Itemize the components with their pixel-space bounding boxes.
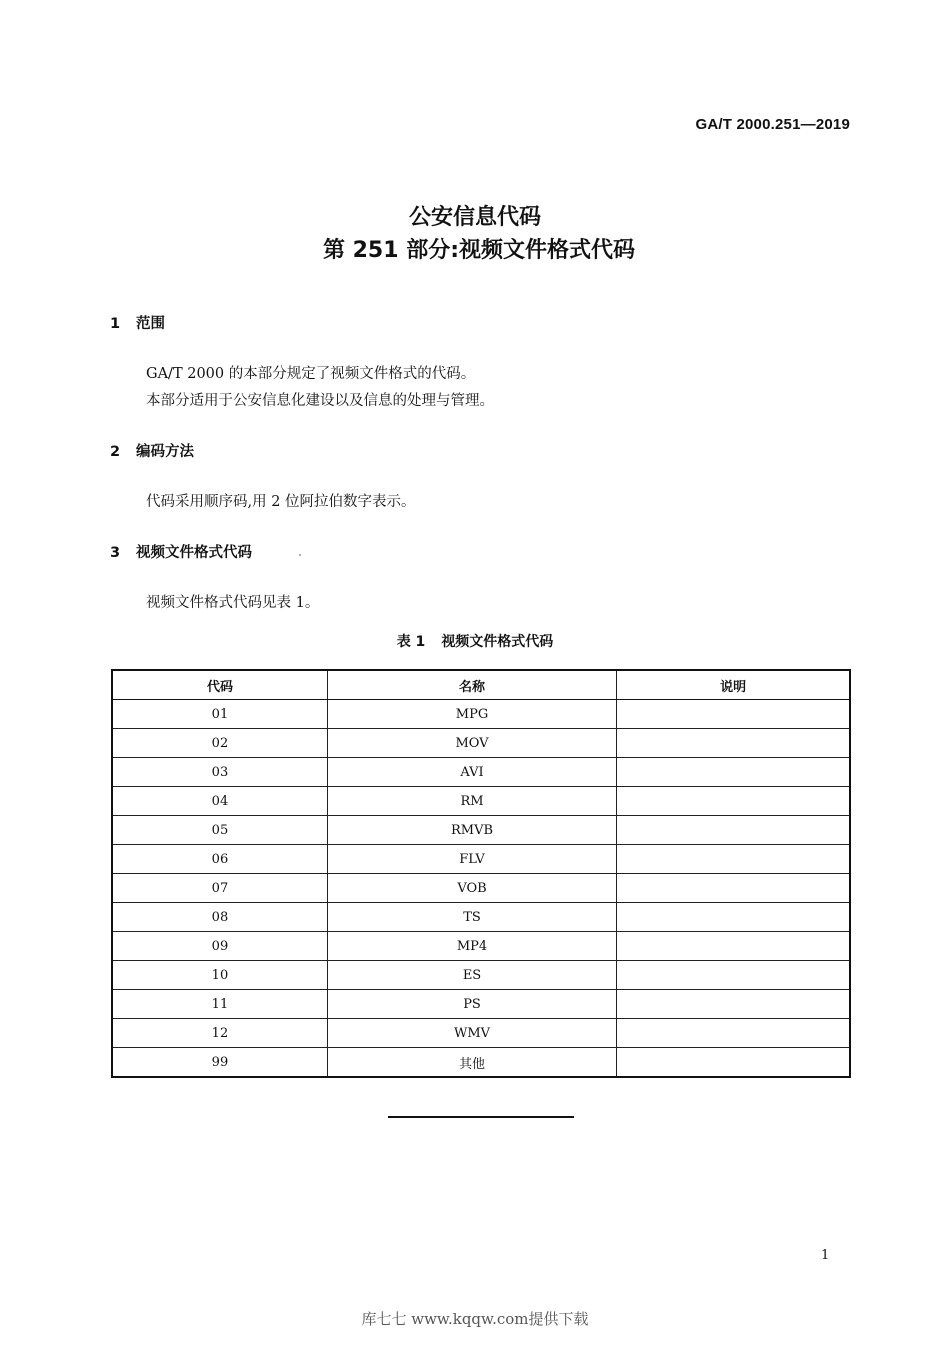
name-cell: PS bbox=[327, 990, 616, 1019]
code-cell: 02 bbox=[112, 729, 327, 758]
code-cell: 03 bbox=[112, 758, 327, 787]
scan-speck bbox=[299, 554, 301, 556]
section-number: 3 bbox=[110, 545, 121, 561]
name-cell: AVI bbox=[327, 758, 616, 787]
note-cell bbox=[617, 961, 850, 990]
name-cell: MOV bbox=[327, 729, 616, 758]
table-row bbox=[112, 700, 850, 729]
note-cell bbox=[617, 903, 850, 932]
section-title: 编码方法 bbox=[136, 444, 194, 460]
name-cell: TS bbox=[327, 903, 616, 932]
code-cell: 01 bbox=[112, 700, 327, 729]
note-cell bbox=[617, 787, 850, 816]
standard-code: GA/T 2000.251—2019 bbox=[695, 116, 850, 133]
table-caption-title: 视频文件格式代码 bbox=[441, 634, 554, 650]
section-number: 2 bbox=[110, 444, 121, 460]
note-cell bbox=[617, 758, 850, 787]
column-header-name: 名称 bbox=[327, 670, 616, 700]
table-row bbox=[112, 729, 850, 758]
code-cell: 10 bbox=[112, 961, 327, 990]
code-cell: 04 bbox=[112, 787, 327, 816]
table-row bbox=[112, 816, 850, 845]
table-header-row bbox=[112, 670, 850, 700]
format-codes-paragraph: 视频文件格式代码见表 1。 bbox=[146, 595, 320, 611]
note-cell bbox=[617, 729, 850, 758]
name-cell: RMVB bbox=[327, 816, 616, 845]
table-row bbox=[112, 758, 850, 787]
code-cell: 08 bbox=[112, 903, 327, 932]
note-cell bbox=[617, 1019, 850, 1048]
name-cell: WMV bbox=[327, 1019, 616, 1048]
code-cell: 11 bbox=[112, 990, 327, 1019]
note-cell bbox=[617, 700, 850, 729]
name-cell: 其他 bbox=[327, 1048, 616, 1078]
name-cell: FLV bbox=[327, 845, 616, 874]
code-cell: 99 bbox=[112, 1048, 327, 1078]
video-format-code-table bbox=[111, 669, 851, 1078]
name-cell: ES bbox=[327, 961, 616, 990]
note-cell bbox=[617, 845, 850, 874]
name-cell: RM bbox=[327, 787, 616, 816]
note-cell bbox=[617, 874, 850, 903]
page-number: 1 bbox=[821, 1248, 830, 1263]
table-row bbox=[112, 961, 850, 990]
table-row bbox=[112, 874, 850, 903]
note-cell bbox=[617, 816, 850, 845]
section-heading-coding-method bbox=[110, 440, 194, 461]
download-watermark: 库七七 www.kqqw.com提供下载 bbox=[361, 1310, 589, 1328]
column-header-note: 说明 bbox=[617, 670, 850, 700]
table-caption-number: 表 1 bbox=[396, 634, 426, 650]
section-title: 范围 bbox=[136, 316, 165, 332]
end-of-standard-rule bbox=[388, 1116, 574, 1118]
scope-paragraph-1: GA/T 2000 的本部分规定了视频文件格式的代码。 bbox=[146, 366, 476, 382]
section-heading-format-codes bbox=[110, 541, 252, 562]
note-cell bbox=[617, 932, 850, 961]
code-cell: 09 bbox=[112, 932, 327, 961]
table-row bbox=[112, 1019, 850, 1048]
table-row bbox=[112, 845, 850, 874]
section-title: 视频文件格式代码 bbox=[136, 545, 252, 561]
code-cell: 12 bbox=[112, 1019, 327, 1048]
document-title: 公安信息代码 bbox=[408, 205, 541, 230]
name-cell: VOB bbox=[327, 874, 616, 903]
table-row bbox=[112, 990, 850, 1019]
note-cell bbox=[617, 1048, 850, 1078]
scope-paragraph-2: 本部分适用于公安信息化建设以及信息的处理与管理。 bbox=[146, 393, 494, 409]
name-cell: MPG bbox=[327, 700, 616, 729]
code-cell: 05 bbox=[112, 816, 327, 845]
column-header-code: 代码 bbox=[112, 670, 327, 700]
coding-method-paragraph: 代码采用顺序码,用 2 位阿拉伯数字表示。 bbox=[146, 494, 416, 510]
code-cell: 06 bbox=[112, 845, 327, 874]
note-cell bbox=[617, 990, 850, 1019]
table-row bbox=[112, 787, 850, 816]
code-cell: 07 bbox=[112, 874, 327, 903]
section-number: 1 bbox=[110, 316, 121, 332]
table-row bbox=[112, 932, 850, 961]
table-caption bbox=[0, 631, 950, 651]
document-subtitle: 第 251 部分:视频文件格式代码 bbox=[322, 238, 636, 263]
table-row bbox=[112, 1048, 850, 1078]
section-heading-scope bbox=[110, 312, 165, 333]
table-row bbox=[112, 903, 850, 932]
name-cell: MP4 bbox=[327, 932, 616, 961]
